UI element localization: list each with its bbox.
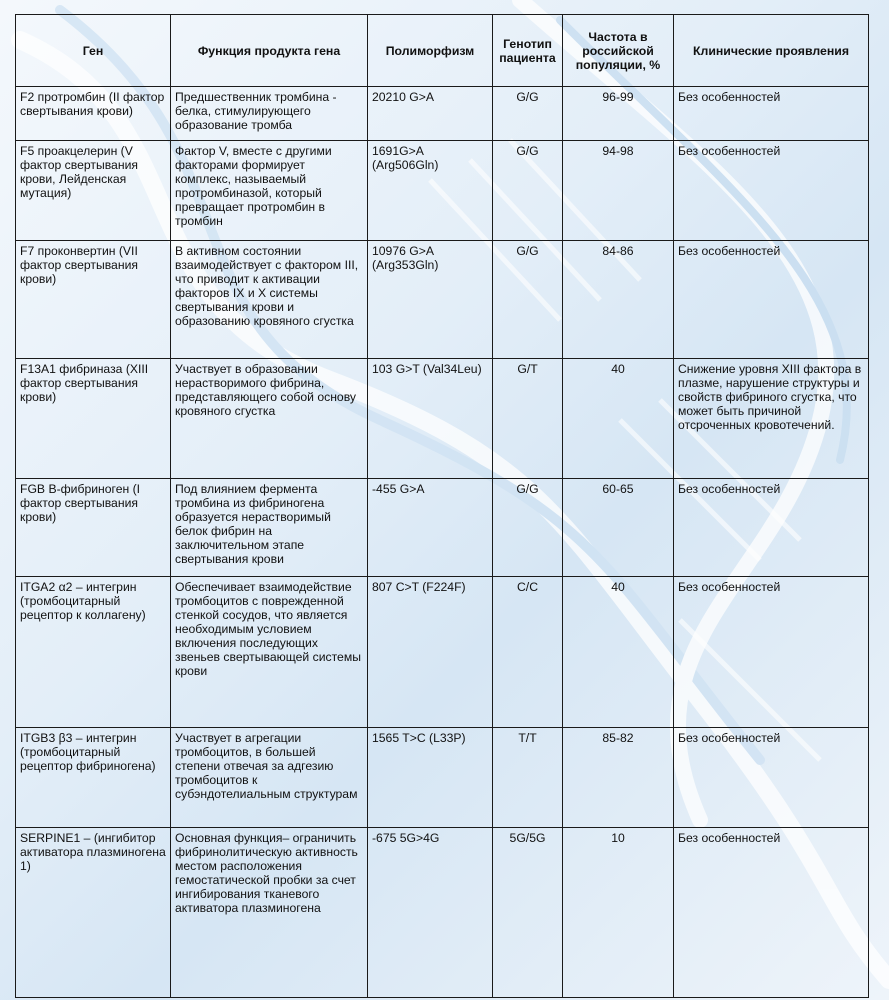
cell-function: Фактор V, вместе с другими факторами формирует комплекс, называемый протромбиназой, который превращает протромбин в тромбин <box>171 141 368 241</box>
cell-frequency: 85-82 <box>563 728 674 828</box>
cell-genotype: G/G <box>493 241 563 359</box>
cell-gene: FGB B-фибриноген (I фактор свертывания крови) <box>16 479 171 577</box>
cell-polymorphism: 807 C>T (F224F) <box>368 577 493 728</box>
cell-polymorphism: 1691G>A (Arg506Gln) <box>368 141 493 241</box>
cell-genotype: G/G <box>493 479 563 577</box>
cell-clinical: Без особенностей <box>674 728 869 828</box>
table-row <box>16 828 869 998</box>
cell-polymorphism: 1565 T>C (L33P) <box>368 728 493 828</box>
cell-function: Участвует в образовании нерастворимого фибрина, представляющего собой основу кровяного сгустка <box>171 359 368 479</box>
cell-gene: F7 проконвертин (VII фактор свертывания крови) <box>16 241 171 359</box>
cell-genotype: G/G <box>493 141 563 241</box>
cell-genotype: 5G/5G <box>493 828 563 998</box>
header-frequency: Частота в российской популяции, % <box>563 15 674 87</box>
cell-polymorphism: 103 G>T (Val34Leu) <box>368 359 493 479</box>
header-genotype: Генотип пациента <box>493 15 563 87</box>
cell-gene: F5 проакцелерин (V фактор свертывания крови, Лейденская мутация) <box>16 141 171 241</box>
cell-clinical: Без особенностей <box>674 87 869 141</box>
header-gene: Ген <box>16 15 171 87</box>
cell-frequency: 40 <box>563 577 674 728</box>
cell-gene: SERPINE1 – (ингибитор активатора плазминогена 1) <box>16 828 171 998</box>
cell-polymorphism: -455 G>A <box>368 479 493 577</box>
table-row <box>16 728 869 828</box>
header-polymorphism: Полиморфизм <box>368 15 493 87</box>
cell-frequency: 96-99 <box>563 87 674 141</box>
cell-genotype: T/T <box>493 728 563 828</box>
cell-clinical: Снижение уровня XIII фактора в плазме, нарушение структуры и свойств фибриного сгустка, что может быть причиной отсроченных кровотечений. <box>674 359 869 479</box>
genes-table <box>15 14 869 998</box>
cell-gene: ITGB3 β3 – интегрин (тромбоцитарный рецептор фибриногена) <box>16 728 171 828</box>
cell-clinical: Без особенностей <box>674 828 869 998</box>
cell-frequency: 10 <box>563 828 674 998</box>
cell-function: Участвует в агрегации тромбоцитов, в большей степени отвечая за адгезию тромбоцитов к субэндотелиальным структурам <box>171 728 368 828</box>
cell-clinical: Без особенностей <box>674 479 869 577</box>
cell-function: Основная функция– ограничить фибринолитическую активность местом расположения гемостатической пробки за счет ингибирования тканевого активатора плазминогена <box>171 828 368 998</box>
cell-clinical: Без особенностей <box>674 241 869 359</box>
cell-function: Под влиянием фермента тромбина из фибриногена образуется нерастворимый белок фибрин на заключительном этапе свертывания крови <box>171 479 368 577</box>
cell-frequency: 60-65 <box>563 479 674 577</box>
cell-frequency: 84-86 <box>563 241 674 359</box>
cell-frequency: 40 <box>563 359 674 479</box>
cell-polymorphism: -675 5G>4G <box>368 828 493 998</box>
header-function: Функция продукта гена <box>171 15 368 87</box>
table-header-row <box>16 15 869 87</box>
cell-clinical: Без особенностей <box>674 141 869 241</box>
cell-function: В активном состоянии взаимодействует с фактором III, что приводит к активации факторов IX и X системы свертывания крови и образованию кровяного сгустка <box>171 241 368 359</box>
table-row <box>16 479 869 577</box>
cell-genotype: G/T <box>493 359 563 479</box>
header-clinical: Клинические проявления <box>674 15 869 87</box>
table-row <box>16 577 869 728</box>
cell-gene: ITGA2 α2 – интегрин (тромбоцитарный рецептор к коллагену) <box>16 577 171 728</box>
cell-polymorphism: 20210 G>A <box>368 87 493 141</box>
cell-genotype: G/G <box>493 87 563 141</box>
cell-clinical: Без особенностей <box>674 577 869 728</box>
table-row <box>16 87 869 141</box>
cell-polymorphism: 10976 G>A (Arg353Gln) <box>368 241 493 359</box>
cell-gene: F2 протромбин (II фактор свертывания крови) <box>16 87 171 141</box>
cell-genotype: C/C <box>493 577 563 728</box>
cell-frequency: 94-98 <box>563 141 674 241</box>
cell-gene: F13A1 фибриназа (XIII фактор свертывания крови) <box>16 359 171 479</box>
cell-function: Предшественник тромбина - белка, стимулирующего образование тромба <box>171 87 368 141</box>
cell-function: Обеспечивает взаимодействие тромбоцитов с поврежденной стенкой сосудов, что является необходимым условием включения последующих звеньев свертывающей системы крови <box>171 577 368 728</box>
table-row <box>16 241 869 359</box>
table-row <box>16 359 869 479</box>
table-row <box>16 141 869 241</box>
